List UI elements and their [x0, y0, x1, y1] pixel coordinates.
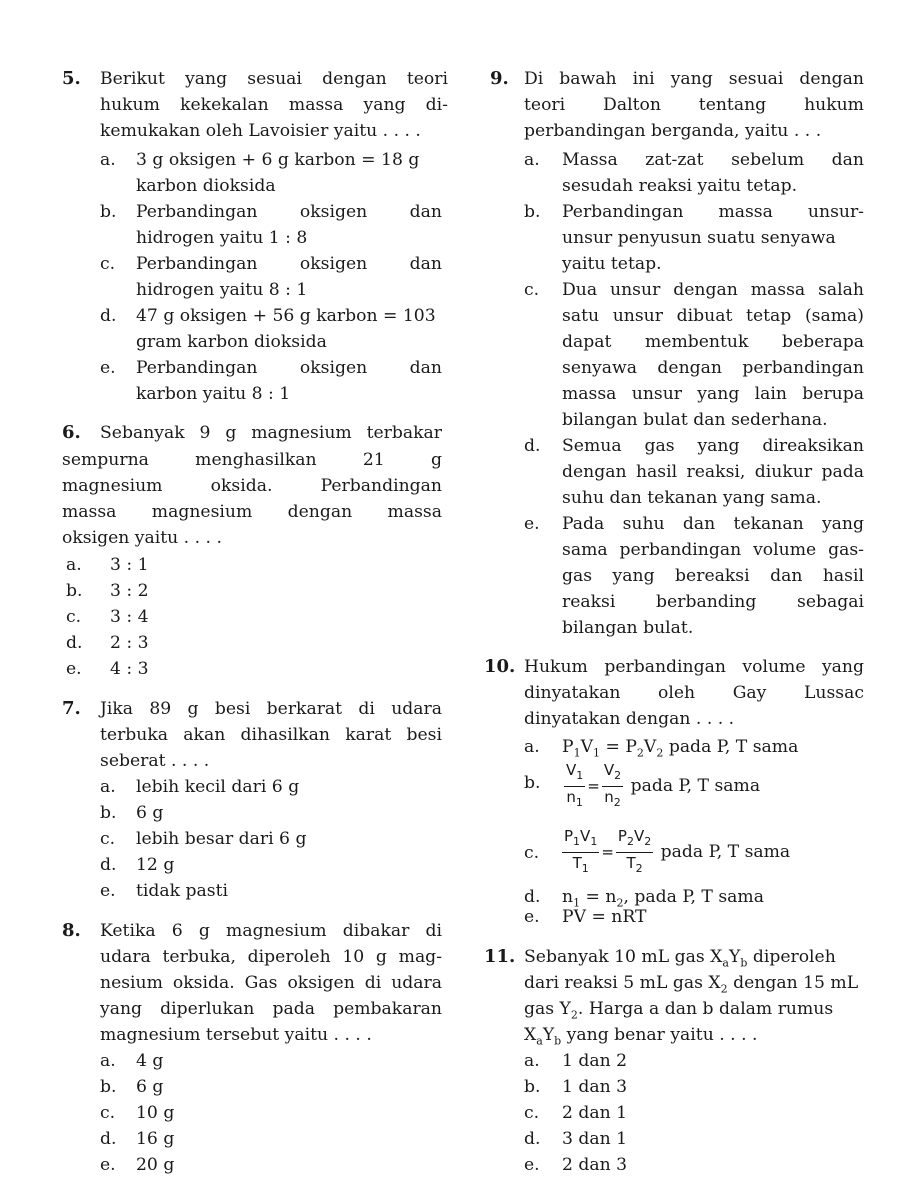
option-label: a.	[524, 737, 540, 757]
option-text: 2 : 3	[110, 633, 149, 653]
formula-moles: $n_1 = n_2$, pada P, T sama	[562, 887, 764, 910]
option-label: e.	[100, 1155, 116, 1175]
option-text: satu unsur dibuat tetap (sama)	[562, 306, 864, 326]
option-text: sama perbandingan volume gas-	[562, 540, 864, 560]
option-text: Pada suhu dan tekanan yang	[562, 514, 864, 534]
option-label: b.	[524, 202, 541, 222]
formula-combined-gas: $\frac{P_1V_1}{T_1}$ = $\frac{P_2V_2}{T_2}$ pada P, T sama	[564, 827, 791, 875]
question-stem-line: terbuka akan dihasilkan karat besi	[100, 725, 442, 745]
option-text: 47 g oksigen + 56 g karbon = 103	[136, 306, 436, 326]
option-label: b.	[100, 803, 117, 823]
question-stem-line: seberat . . . .	[100, 751, 210, 771]
option-label: b.	[524, 773, 541, 793]
option-label: d.	[524, 887, 541, 907]
question-stem-line: Berikut yang sesuai dengan teori	[100, 69, 448, 89]
option-text: 10 g	[136, 1103, 175, 1123]
formula-avogadro: $\frac{V_1}{n_1}$ = $\frac{V_2}{n_2}$ pada P, T sama	[566, 761, 761, 809]
option-text: Perbandingan oksigen dan	[136, 202, 442, 222]
option-text: hidrogen yaitu 1 : 8	[136, 228, 308, 248]
option-label: e.	[524, 514, 540, 534]
question-number: 10.	[484, 656, 516, 677]
option-label: c.	[524, 1103, 540, 1123]
option-text: bilangan bulat.	[562, 618, 694, 638]
question-stem-line: yang diperlukan pada pembakaran	[100, 999, 442, 1019]
option-label: a.	[100, 777, 116, 797]
option-label: e.	[100, 881, 116, 901]
option-label: e.	[524, 907, 540, 927]
option-text: 3 : 4	[110, 607, 149, 627]
option-text: reaksi berbanding sebagai	[562, 592, 864, 612]
option-text: Perbandingan oksigen dan	[136, 358, 442, 378]
option-text: sesudah reaksi yaitu tetap.	[562, 176, 798, 196]
option-label: b.	[100, 202, 117, 222]
question-stem-line: magnesium tersebut yaitu . . . .	[100, 1025, 372, 1045]
option-text: karbon dioksida	[136, 176, 276, 196]
option-label: d.	[524, 436, 541, 456]
option-text: 1 dan 2	[562, 1051, 628, 1071]
question-number: 8.	[62, 920, 81, 941]
option-text: gram karbon dioksida	[136, 332, 327, 352]
question-stem-line: magnesium oksida. Perbandingan	[62, 476, 442, 496]
question-stem-line: kemukakan oleh Lavoisier yaitu . . . .	[100, 121, 421, 141]
option-label: d.	[100, 306, 117, 326]
option-label: c.	[100, 829, 116, 849]
option-label: d.	[524, 1129, 541, 1149]
option-text: 1 dan 3	[562, 1077, 628, 1097]
option-label: a.	[524, 150, 540, 170]
option-label: c.	[524, 280, 540, 300]
question-stem-line: Sebanyak 10 mL gas $X_aY_b$ diperoleh	[524, 947, 836, 970]
option-label: c.	[100, 1103, 116, 1123]
option-text: 3 : 1	[110, 555, 149, 575]
option-label: e.	[100, 358, 116, 378]
question-stem-line: dinyatakan dengan . . . .	[524, 709, 735, 729]
option-text: 3 : 2	[110, 581, 149, 601]
option-text: unsur penyusun suatu senyawa	[562, 228, 836, 248]
option-label: e.	[524, 1155, 540, 1175]
option-label: a.	[524, 1051, 540, 1071]
option-text: karbon yaitu 8 : 1	[136, 384, 291, 404]
option-label: c.	[100, 254, 116, 274]
option-text: Perbandingan massa unsur-	[562, 202, 864, 222]
option-label: d.	[100, 855, 117, 875]
option-text: 16 g	[136, 1129, 175, 1149]
option-text: Massa zat-zat sebelum dan	[562, 150, 864, 170]
question-stem-line: hukum kekekalan massa yang di-	[100, 95, 448, 115]
option-label: a.	[100, 150, 116, 170]
question-stem-line: Di bawah ini yang sesuai dengan	[524, 69, 864, 89]
option-label: c.	[524, 843, 540, 863]
question-stem-line: Ketika 6 g magnesium dibakar di	[100, 921, 442, 941]
option-text: 6 g	[136, 803, 164, 823]
question-stem-line: massa magnesium dengan massa	[62, 502, 442, 522]
option-text: 4 : 3	[110, 659, 149, 679]
option-text: dengan hasil reaksi, diukur pada	[562, 462, 864, 482]
option-text: 3 dan 1	[562, 1129, 628, 1149]
option-text: 12 g	[136, 855, 175, 875]
question-stem-line: perbandingan berganda, yaitu . . .	[524, 121, 822, 141]
option-label: a.	[100, 1051, 116, 1071]
question-stem-line: udara terbuka, diperoleh 10 g mag-	[100, 947, 442, 967]
option-label: c.	[66, 607, 82, 627]
option-label: d.	[100, 1129, 117, 1149]
question-stem-line: Sebanyak 9 g magnesium terbakar	[100, 423, 442, 443]
question-number: 5.	[62, 68, 81, 89]
option-label: a.	[66, 555, 82, 575]
option-text: 4 g	[136, 1051, 164, 1071]
question-number: 7.	[62, 698, 81, 719]
option-text: suhu dan tekanan yang sama.	[562, 488, 822, 508]
formula-boyle: $P_1V_1 = P_2V_2$ pada P, T sama	[562, 737, 799, 760]
option-text: 2 dan 3	[562, 1155, 628, 1175]
question-stem-line: gas $Y_2$. Harga a dan b dalam rumus	[524, 999, 834, 1022]
option-text: massa unsur yang lain berupa	[562, 384, 864, 404]
question-stem-line: teori Dalton tentang hukum	[524, 95, 864, 115]
question-number: 9.	[490, 68, 509, 89]
option-text: 3 g oksigen + 6 g karbon = 18 g	[136, 150, 420, 170]
question-number: 6.	[62, 422, 81, 443]
option-label: b.	[524, 1077, 541, 1097]
option-text: hidrogen yaitu 8 : 1	[136, 280, 308, 300]
question-stem-line: dinyatakan oleh Gay Lussac	[524, 683, 864, 703]
option-text: bilangan bulat dan sederhana.	[562, 410, 828, 430]
option-text: Semua gas yang direaksikan	[562, 436, 864, 456]
option-text: yaitu tetap.	[562, 254, 662, 274]
option-text: 20 g	[136, 1155, 175, 1175]
option-text: Perbandingan oksigen dan	[136, 254, 442, 274]
option-text: gas yang bereaksi dan hasil	[562, 566, 864, 586]
option-label: b.	[66, 581, 83, 601]
question-number: 11.	[484, 946, 516, 967]
option-text: senyawa dengan perbandingan	[562, 358, 864, 378]
option-label: d.	[66, 633, 83, 653]
option-label: b.	[100, 1077, 117, 1097]
option-text: dapat membentuk beberapa	[562, 332, 864, 352]
question-stem-line: $X_aY_b$ yang benar yaitu . . . .	[524, 1025, 758, 1048]
question-stem-line: dari reaksi 5 mL gas $X_2$ dengan 15 mL	[524, 973, 859, 996]
option-text: 2 dan 1	[562, 1103, 628, 1123]
option-text: 6 g	[136, 1077, 164, 1097]
question-stem-line: sempurna menghasilkan 21 g	[62, 450, 442, 470]
question-stem-line: oksigen yaitu . . . .	[62, 528, 222, 548]
option-text: tidak pasti	[136, 881, 229, 901]
option-text: lebih besar dari 6 g	[136, 829, 307, 849]
question-stem-line: Jika 89 g besi berkarat di udara	[100, 699, 442, 719]
option-text: lebih kecil dari 6 g	[136, 777, 300, 797]
question-stem-line: Hukum perbandingan volume yang	[524, 657, 864, 677]
formula-ideal-gas: PV = nRT	[562, 907, 647, 927]
option-text: Dua unsur dengan massa salah	[562, 280, 864, 300]
option-label: e.	[66, 659, 82, 679]
question-stem-line: nesium oksida. Gas oksigen di udara	[100, 973, 442, 993]
